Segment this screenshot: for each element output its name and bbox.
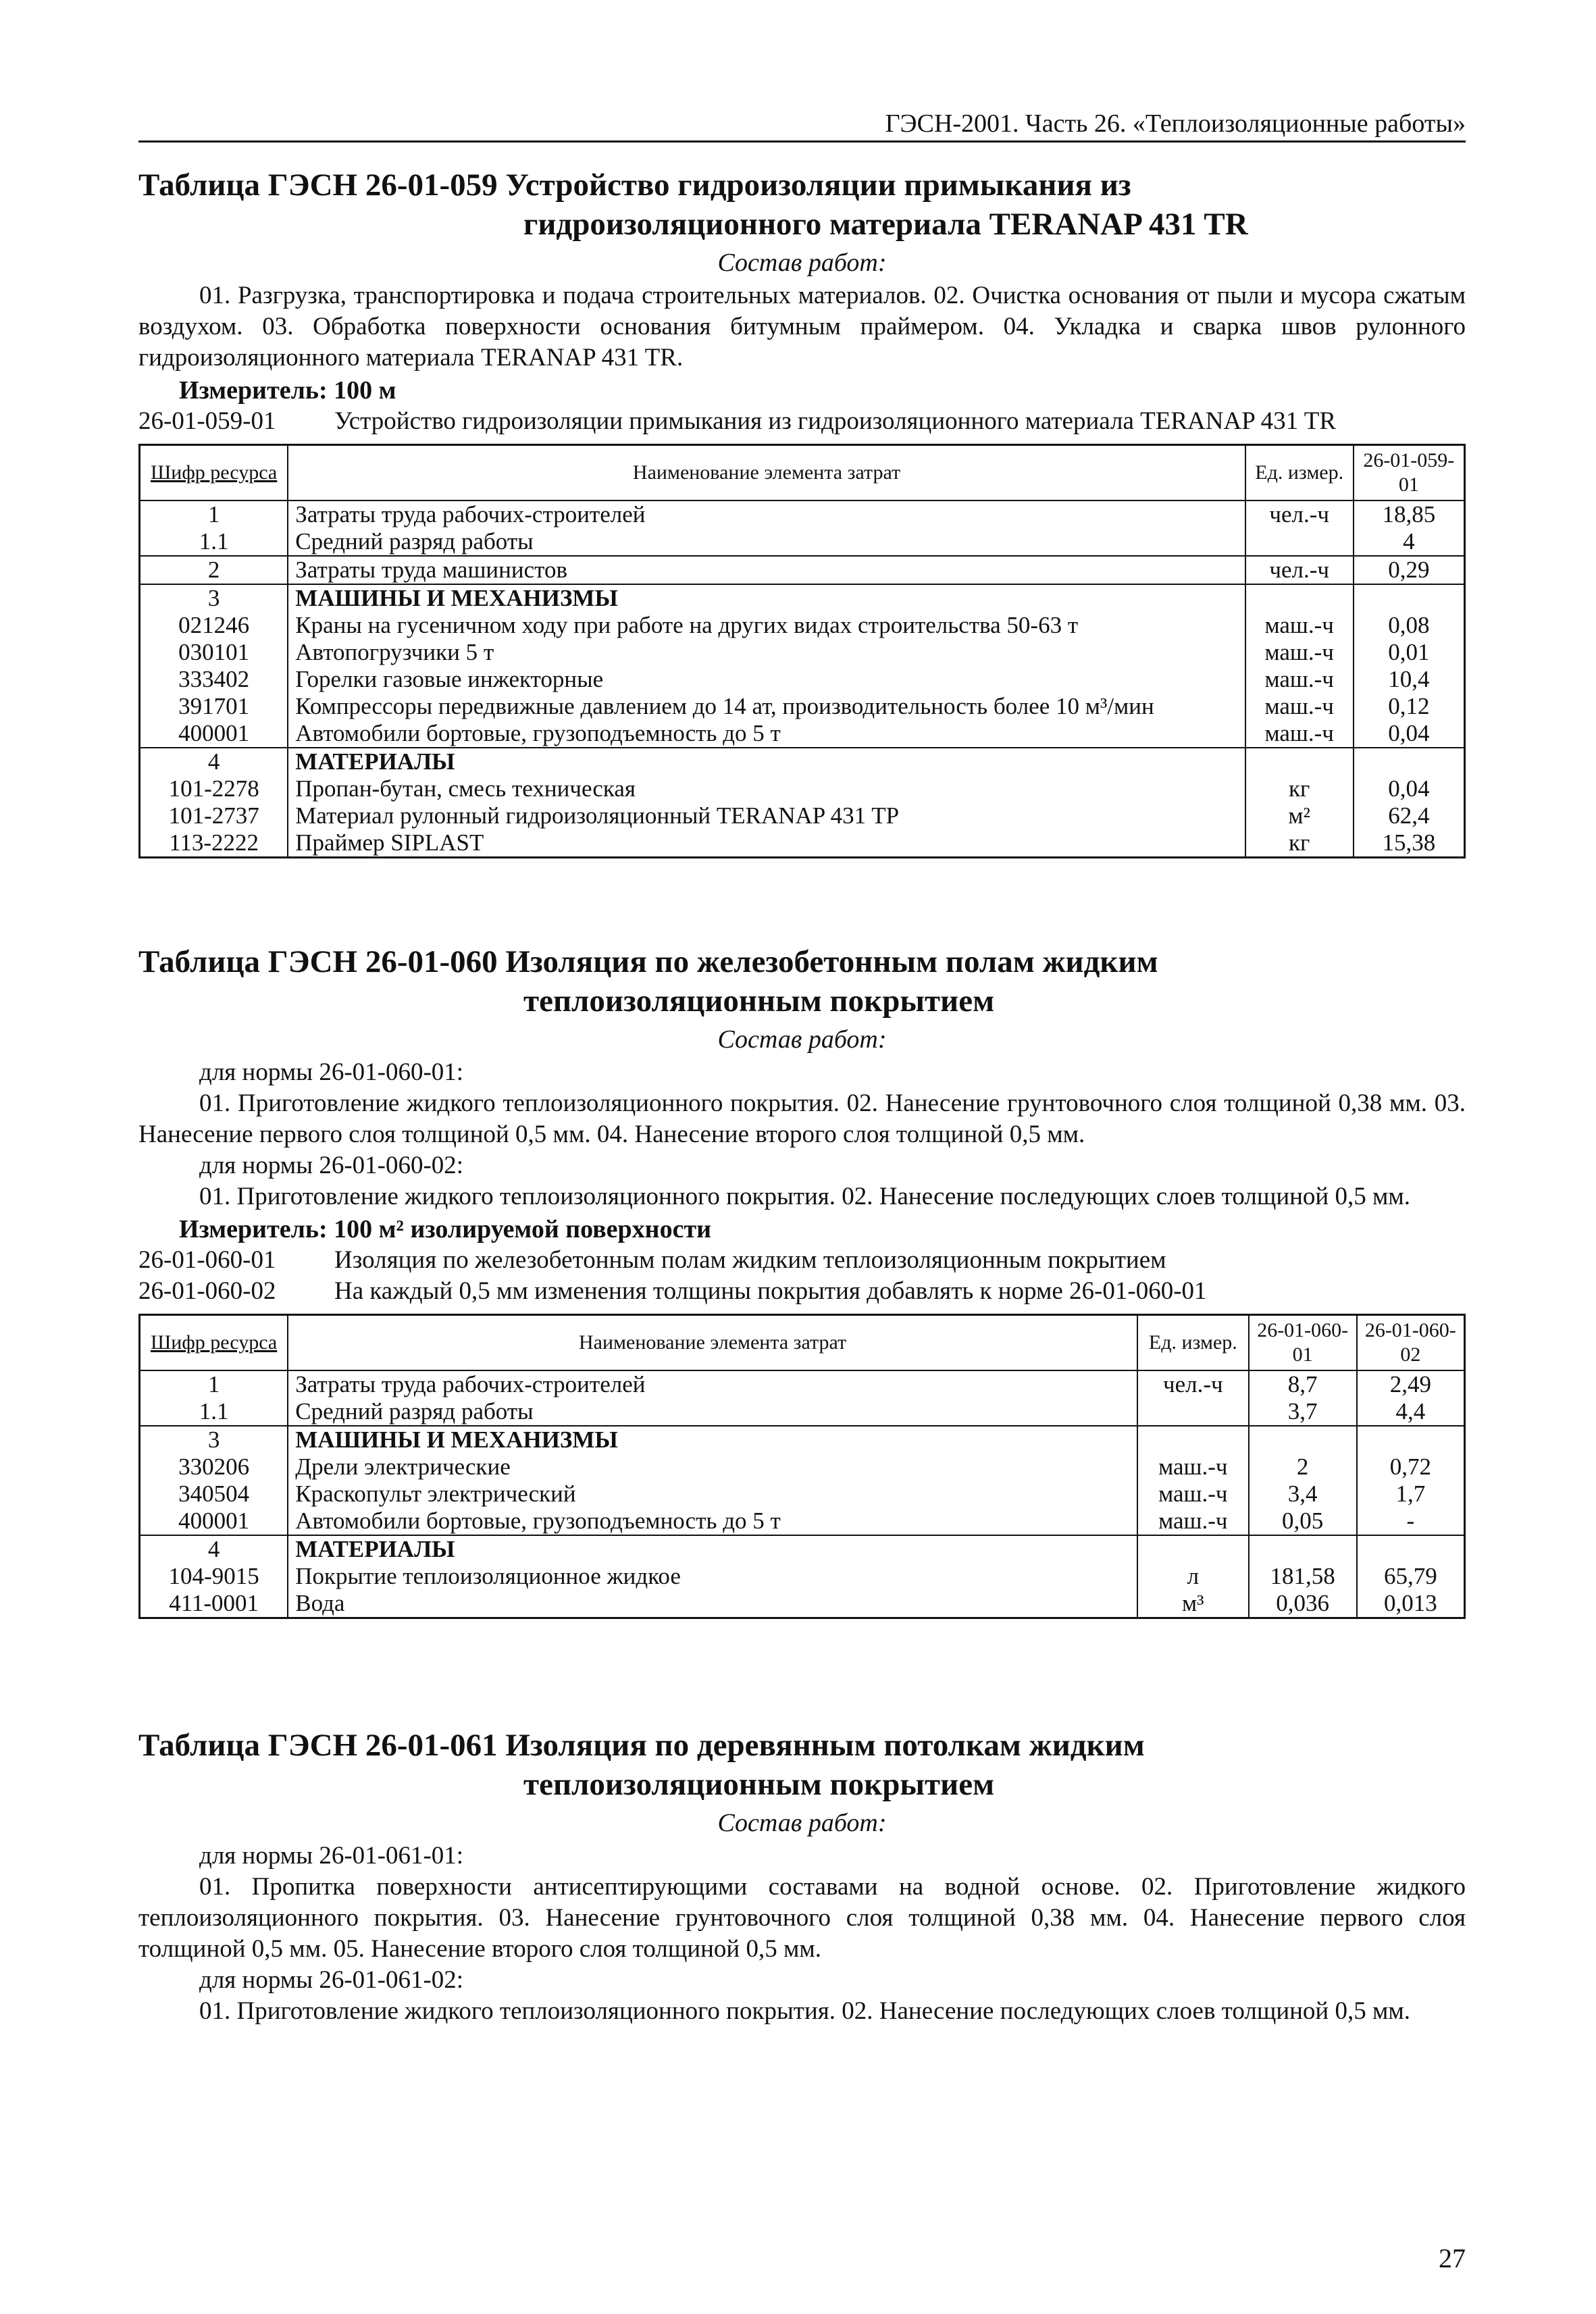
cell-unit: чел.-ч (1245, 500, 1354, 528)
cell-code: 333402 (140, 666, 288, 693)
cell-value-2 (1357, 1426, 1465, 1454)
cell-name: Покрытие теплоизоляционное жидкое (288, 1563, 1137, 1590)
cell-value-1: 0,08 (1354, 612, 1465, 639)
cell-unit: кг (1245, 829, 1354, 858)
cell-unit: л (1137, 1563, 1249, 1590)
page-number: 27 (1439, 2243, 1466, 2273)
resource-table (138, 444, 1466, 858)
cell-value-2: 2,49 (1357, 1370, 1465, 1398)
cell-code: 1 (140, 500, 288, 528)
cell-name: МАТЕРИАЛЫ (288, 1535, 1137, 1563)
table-row (140, 748, 1465, 775)
table-row (140, 1535, 1465, 1563)
norm-code: 26-01-059-01 (138, 407, 276, 435)
work-composition-text: 01. Приготовление жидкого теплоизоляционного покрытия. 02. Нанесение грунтовочного слоя толщиной 0,38 мм. 03. Нанесение первого слоя толщиной 0,5 мм. 04. Нанесение второго слоя толщиной 0,5 мм. (138, 1089, 1466, 1148)
work-composition-text: 01. Разгрузка, транспортировка и подача строительных материалов. 02. Очистка основания от пыли и мусора сжатым воздухом. 03. Обработка поверхности основания битумным праймером. 04. Укладка и сварка швов рулонного гидроизоляционного материала TERANAP 431 TR. (138, 282, 1466, 371)
norm-text: Изоляция по железобетонным полам жидким теплоизоляционным покрытием (334, 1246, 1166, 1274)
cell-value-1: 0,05 (1249, 1508, 1357, 1535)
cell-name: Средний разряд работы (288, 1398, 1137, 1426)
cell-value-1: 18,85 (1354, 500, 1465, 528)
table-row (140, 556, 1465, 584)
cell-code: 021246 (140, 612, 288, 639)
table-title (138, 942, 1466, 1021)
cell-value-1: 0,12 (1354, 693, 1465, 720)
cell-name: Автомобили бортовые, грузоподъемность до 5 т (288, 1508, 1137, 1535)
work-composition-label: Состав работ: (717, 1809, 887, 1837)
resource-table (138, 1314, 1466, 1619)
header-name: Наименование элемента затрат (288, 1315, 1137, 1371)
header-unit: Ед. измер. (1137, 1315, 1249, 1371)
norm-scope-label: для нормы 26-01-061-02: (199, 1966, 464, 1994)
table-row (140, 528, 1465, 556)
table-header-row (140, 445, 1465, 501)
cell-code: 340504 (140, 1481, 288, 1508)
section-26-01-061 (138, 1726, 1466, 2027)
table-title (138, 165, 1466, 244)
norm-code: 26-01-060-01 (138, 1246, 276, 1274)
cell-code: 101-2278 (140, 775, 288, 802)
cell-value-2: 4,4 (1357, 1398, 1465, 1426)
cell-unit: чел.-ч (1245, 556, 1354, 584)
cell-code: 1.1 (140, 528, 288, 556)
cell-unit: чел.-ч (1137, 1370, 1249, 1398)
section-26-01-060 (138, 942, 1466, 1619)
table-row (140, 1481, 1465, 1508)
norm-scope-label: для нормы 26-01-060-01: (199, 1058, 464, 1086)
table-row (140, 612, 1465, 639)
table-row (140, 829, 1465, 858)
cell-unit (1245, 748, 1354, 775)
cell-value-1: 0,036 (1249, 1590, 1357, 1618)
cell-code: 113-2222 (140, 829, 288, 858)
table-row (140, 693, 1465, 720)
cell-code: 2 (140, 556, 288, 584)
table-row (140, 1426, 1465, 1454)
measure-unit: Измеритель: 100 м² изолируемой поверхности (179, 1215, 711, 1243)
cell-code: 4 (140, 1535, 288, 1563)
cell-unit: маш.-ч (1245, 639, 1354, 666)
cell-value-1: 0,01 (1354, 639, 1465, 666)
table-title-line2: гидроизоляционного материала TERANAP 431 TR (523, 207, 1248, 242)
cell-unit: маш.-ч (1245, 612, 1354, 639)
norm-text: На каждый 0,5 мм изменения толщины покрытия добавлять к норме 26-01-060-01 (334, 1277, 1207, 1305)
cell-code: 3 (140, 1426, 288, 1454)
cell-name: Затраты труда рабочих-строителей (288, 1370, 1137, 1398)
table-title-line1: Таблица ГЭСН 26-01-060 Изоляция по железобетонным полам жидким (138, 944, 1158, 979)
header-unit: Ед. измер. (1245, 445, 1354, 501)
cell-name: Пропан-бутан, смесь техническая (288, 775, 1245, 802)
running-header: ГЭСН-2001. Часть 26. «Теплоизоляционные работы» (885, 109, 1466, 138)
cell-name: Дрели электрические (288, 1454, 1137, 1481)
table-header-row (140, 1315, 1465, 1371)
table-row (140, 1398, 1465, 1426)
work-composition-label: Состав работ: (717, 249, 887, 277)
cell-name: Средний разряд работы (288, 528, 1245, 556)
work-composition-label: Состав работ: (717, 1025, 887, 1054)
table-title (138, 1726, 1466, 1804)
norm-row (138, 406, 1466, 437)
cell-code: 3 (140, 584, 288, 612)
section-26-01-059 (138, 165, 1466, 858)
cell-name: Затраты труда машинистов (288, 556, 1245, 584)
cell-unit (1137, 1426, 1249, 1454)
cell-code: 104-9015 (140, 1563, 288, 1590)
header-norm: 26-01-059-01 (1354, 445, 1465, 501)
cell-value-1: 3,4 (1249, 1481, 1357, 1508)
cell-value-1: 0,04 (1354, 720, 1465, 748)
header-code: Шифр ресурса (140, 1315, 288, 1371)
table-row (140, 584, 1465, 612)
cell-value-1 (1249, 1426, 1357, 1454)
cell-unit: маш.-ч (1245, 666, 1354, 693)
header-rule (138, 140, 1466, 143)
cell-code: 1.1 (140, 1398, 288, 1426)
cell-unit: маш.-ч (1137, 1508, 1249, 1535)
cell-unit: маш.-ч (1245, 693, 1354, 720)
cell-unit (1137, 1398, 1249, 1426)
cell-name: Компрессоры передвижные давлением до 14 ат, производительность более 10 м³/мин (288, 693, 1245, 720)
table-title-line1: Таблица ГЭСН 26-01-061 Изоляция по деревянным потолкам жидким (138, 1728, 1145, 1763)
cell-unit: кг (1245, 775, 1354, 802)
cell-name: Автомобили бортовые, грузоподъемность до 5 т (288, 720, 1245, 748)
cell-name: Затраты труда рабочих-строителей (288, 500, 1245, 528)
cell-name: Краны на гусеничном ходу при работе на других видах строительства 50-63 т (288, 612, 1245, 639)
norm-row (138, 1276, 1466, 1307)
cell-code: 030101 (140, 639, 288, 666)
cell-value-1: 3,7 (1249, 1398, 1357, 1426)
cell-name: МАШИНЫ И МЕХАНИЗМЫ (288, 584, 1245, 612)
norm-row (138, 1245, 1466, 1276)
cell-code: 411-0001 (140, 1590, 288, 1618)
table-row (140, 802, 1465, 829)
cell-value-1: 10,4 (1354, 666, 1465, 693)
cell-name: Вода (288, 1590, 1137, 1618)
header-name: Наименование элемента затрат (288, 445, 1245, 501)
cell-value-2: 0,013 (1357, 1590, 1465, 1618)
table-row (140, 720, 1465, 748)
cell-value-1 (1354, 584, 1465, 612)
table-row (140, 639, 1465, 666)
header-norm-2: 26-01-060-02 (1357, 1315, 1465, 1371)
cell-value-2 (1357, 1535, 1465, 1563)
cell-name: Материал рулонный гидроизоляционный TERANAP 431 TP (288, 802, 1245, 829)
header-norm-1: 26-01-060-01 (1249, 1315, 1357, 1371)
cell-value-1: 0,29 (1354, 556, 1465, 584)
cell-code: 101-2737 (140, 802, 288, 829)
cell-unit: маш.-ч (1137, 1454, 1249, 1481)
table-title-line2: теплоизоляционным покрытием (523, 983, 995, 1019)
norm-code: 26-01-060-02 (138, 1277, 276, 1305)
cell-name: Горелки газовые инжекторные (288, 666, 1245, 693)
cell-value-1: 8,7 (1249, 1370, 1357, 1398)
work-composition-text: 01. Приготовление жидкого теплоизоляционного покрытия. 02. Нанесение последующих слоев толщиной 0,5 мм. (199, 1997, 1411, 2025)
table-row (140, 1454, 1465, 1481)
cell-value-1: 62,4 (1354, 802, 1465, 829)
table-title-line2: теплоизоляционным покрытием (523, 1767, 995, 1802)
table-row (140, 500, 1465, 528)
table-row (140, 1370, 1465, 1398)
cell-unit (1245, 584, 1354, 612)
cell-code: 330206 (140, 1454, 288, 1481)
table-row (140, 775, 1465, 802)
work-composition-text: 01. Приготовление жидкого теплоизоляционного покрытия. 02. Нанесение последующих слоев толщиной 0,5 мм. (199, 1183, 1411, 1210)
cell-value-1: 4 (1354, 528, 1465, 556)
header-code: Шифр ресурса (140, 445, 288, 501)
cell-unit: маш.-ч (1137, 1481, 1249, 1508)
table-row (140, 666, 1465, 693)
cell-code: 4 (140, 748, 288, 775)
cell-unit (1137, 1535, 1249, 1563)
norm-text: Устройство гидроизоляции примыкания из гидроизоляционного материала TERANAP 431 TR (334, 407, 1337, 435)
norm-scope-label: для нормы 26-01-060-02: (199, 1152, 464, 1179)
cell-name: Краскопульт электрический (288, 1481, 1137, 1508)
cell-value-1: 15,38 (1354, 829, 1465, 858)
cell-value-1: 0,04 (1354, 775, 1465, 802)
cell-value-2: - (1357, 1508, 1465, 1535)
cell-name: Праймер SIPLAST (288, 829, 1245, 858)
cell-value-2: 1,7 (1357, 1481, 1465, 1508)
cell-code: 400001 (140, 720, 288, 748)
cell-code: 391701 (140, 693, 288, 720)
cell-code: 400001 (140, 1508, 288, 1535)
cell-value-1 (1249, 1535, 1357, 1563)
work-composition-text: 01. Пропитка поверхности антисептирующими составами на водной основе. 02. Приготовление жидкого теплоизоляционного покрытия. 03. Нанесение грунтовочного слоя толщиной 0,38 мм. 04. Нанесение первого слоя толщиной 0,5 мм. 05. Нанесение второго слоя толщиной 0,5 мм. (138, 1873, 1466, 1963)
cell-unit: м² (1245, 802, 1354, 829)
cell-unit: м³ (1137, 1590, 1249, 1618)
measure-unit: Измеритель: 100 м (179, 376, 396, 405)
table-row (140, 1590, 1465, 1618)
cell-name: МАТЕРИАЛЫ (288, 748, 1245, 775)
cell-value-2: 0,72 (1357, 1454, 1465, 1481)
cell-unit: маш.-ч (1245, 720, 1354, 748)
cell-value-1: 181,58 (1249, 1563, 1357, 1590)
table-row (140, 1508, 1465, 1535)
table-title-line1: Таблица ГЭСН 26-01-059 Устройство гидроизоляции примыкания из (138, 168, 1131, 203)
cell-value-1: 2 (1249, 1454, 1357, 1481)
cell-name: МАШИНЫ И МЕХАНИЗМЫ (288, 1426, 1137, 1454)
cell-unit (1245, 528, 1354, 556)
norm-scope-label: для нормы 26-01-061-01: (199, 1842, 464, 1870)
cell-value-2: 65,79 (1357, 1563, 1465, 1590)
cell-value-1 (1354, 748, 1465, 775)
cell-name: Автопогрузчики 5 т (288, 639, 1245, 666)
table-row (140, 1563, 1465, 1590)
cell-code: 1 (140, 1370, 288, 1398)
